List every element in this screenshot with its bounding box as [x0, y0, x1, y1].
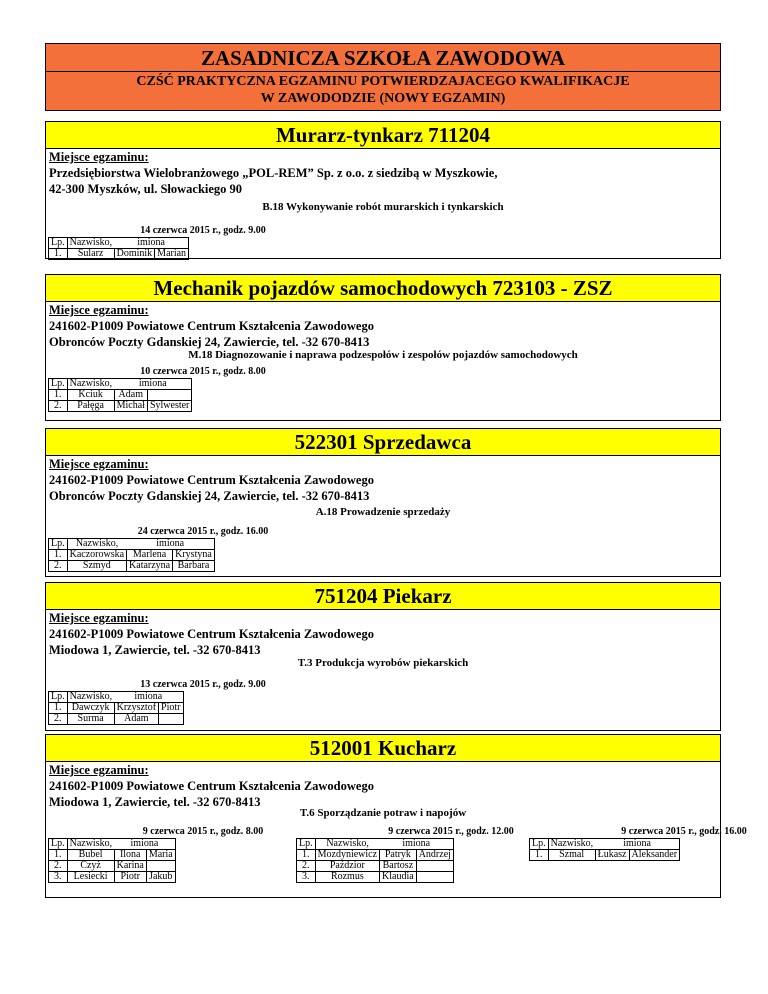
qualification-name: B.18 Wykonywanie robót murarskich i tynkarskich	[262, 201, 504, 213]
cell-lp: 2.	[49, 401, 68, 412]
cell-first-name: Krzysztof	[114, 703, 158, 714]
subtitle-line-1: CZŚĆ PRAKTYCZNA EGZAMINU POTWIERDZAJACEGO KWALIFIKACJE	[136, 74, 630, 89]
location-line-1: 241602-P1009 Powiatowe Centrum Kształcenia Zawodowego	[49, 779, 374, 793]
location-label: Miejsce egzaminu:	[49, 457, 149, 471]
table-header-row	[49, 238, 189, 249]
table-header-row	[49, 692, 184, 703]
candidate-table	[48, 691, 184, 725]
cell-surname: Pałęga	[67, 401, 114, 412]
table-header-row	[49, 539, 215, 550]
table-row	[49, 401, 192, 412]
cell-surname: Rozmus	[315, 872, 379, 883]
cell-first-name: Ilona	[114, 850, 146, 861]
qualification-name: A.18 Prowadzenie sprzedaży	[315, 506, 451, 518]
qualification-name: T.3 Produkcja wyrobów piekarskich	[297, 657, 469, 669]
cell-surname: Czyż	[67, 861, 114, 872]
cell-first-name: Bartosz	[380, 861, 417, 872]
cell-lp: 1.	[49, 703, 68, 714]
table-row	[49, 703, 184, 714]
exam-date: 24 czerwca 2015 r., godz. 16.00	[137, 526, 269, 537]
table-header-row	[297, 839, 454, 850]
cell-second-name: Barbara	[173, 561, 215, 572]
cell-first-name: Patryk	[380, 850, 417, 861]
table-header-row	[530, 839, 680, 850]
location-line-2: Miodowa 1, Zawiercie, tel. -32 670-8413	[49, 643, 261, 657]
col-names: imiona	[114, 238, 188, 249]
location-line-1: Przedsiębiorstwa Wielobranżowego „POL-REM” Sp. z o.o. z siedzibą w Myszkowie,	[49, 166, 498, 180]
subtitle-line-2: W ZAWODODZIE (NOWY EGZAMIN)	[260, 91, 506, 106]
col-surname: Nazwisko,	[315, 839, 379, 850]
table-row	[49, 872, 176, 883]
col-surname: Nazwisko,	[67, 539, 126, 550]
cell-lp: 1.	[297, 850, 316, 861]
cell-second-name: Maria	[146, 850, 175, 861]
col-names: imiona	[114, 692, 183, 703]
cell-first-name: Michał	[114, 401, 147, 412]
table-row	[49, 550, 215, 561]
cell-lp: 2.	[49, 861, 68, 872]
col-lp: Lp.	[49, 839, 68, 850]
cell-second-name: Sylwester	[147, 401, 191, 412]
cell-second-name	[416, 872, 453, 883]
cell-first-name: Katarzyna	[127, 561, 173, 572]
location-label: Miejsce egzaminu:	[49, 763, 149, 777]
table-row	[297, 861, 454, 872]
col-lp: Lp.	[49, 692, 68, 703]
col-surname: Nazwisko,	[67, 238, 114, 249]
section-title-sprzedawca: 522301 Sprzedawca	[45, 428, 721, 456]
cell-first-name: Karina	[114, 861, 146, 872]
exam-date: 13 czerwca 2015 r., godz. 9.00	[140, 679, 266, 690]
cell-lp: 1.	[49, 550, 68, 561]
exam-location	[49, 302, 374, 350]
section-panel-mechanik	[45, 302, 721, 421]
cell-lp: 2.	[297, 861, 316, 872]
table-row	[49, 850, 176, 861]
cell-second-name: Jakub	[146, 872, 175, 883]
candidate-table	[48, 538, 215, 572]
col-names: imiona	[380, 839, 454, 850]
table-row	[49, 390, 192, 401]
candidate-table	[48, 378, 192, 412]
cell-lp: 2.	[49, 714, 68, 725]
exam-subtitle	[46, 72, 720, 107]
section-title-kucharz: 512001 Kucharz	[45, 734, 721, 762]
cell-first-name: Klaudia	[380, 872, 417, 883]
table-row	[49, 249, 189, 260]
exam-date: 14 czerwca 2015 r., godz. 9.00	[140, 225, 266, 236]
location-line-2: Obronców Poczty Gdanskiej 24, Zawiercie, tel. -32 670-8413	[49, 489, 370, 503]
table-row	[297, 872, 454, 883]
cell-second-name: Piotr	[159, 703, 183, 714]
cell-surname: Dawczyk	[67, 703, 114, 714]
exam-date: 9 czerwca 2015 r., godz. 12.00	[388, 826, 514, 837]
col-lp: Lp.	[49, 539, 68, 550]
cell-surname: Paździor	[315, 861, 379, 872]
col-names: imiona	[114, 379, 192, 390]
qualification-name: T.6 Sporządzanie potraw i napojów	[299, 807, 467, 819]
cell-second-name: Andrzej	[416, 850, 453, 861]
exam-location	[49, 149, 497, 197]
cell-surname: Mozdyniewicz	[315, 850, 379, 861]
candidate-table	[296, 838, 454, 883]
exam-location	[49, 456, 374, 504]
cell-surname: Szmal	[548, 850, 595, 861]
table-row	[49, 861, 176, 872]
cell-surname: Kaczorowska	[67, 550, 126, 561]
cell-first-name: Piotr	[114, 872, 146, 883]
cell-lp: 1.	[49, 249, 68, 260]
cell-surname: Sularz	[67, 249, 114, 260]
location-label: Miejsce egzaminu:	[49, 150, 149, 164]
cell-surname: Szmyd	[67, 561, 126, 572]
section-panel-murarz	[45, 149, 721, 259]
cell-first-name: Łukasz	[595, 850, 629, 861]
table-row	[530, 850, 680, 861]
section-title-mechanik: Mechanik pojazdów samochodowych 723103 - ZSZ	[45, 274, 721, 302]
location-line-1: 241602-P1009 Powiatowe Centrum Kształcenia Zawodowego	[49, 319, 374, 333]
table-row	[49, 561, 215, 572]
cell-surname: Surma	[67, 714, 114, 725]
col-names: imiona	[127, 539, 215, 550]
cell-surname: Lesiecki	[67, 872, 114, 883]
cell-lp: 3.	[49, 872, 68, 883]
cell-first-name: Marlena	[127, 550, 173, 561]
location-line-1: 241602-P1009 Powiatowe Centrum Kształcenia Zawodowego	[49, 627, 374, 641]
cell-surname: Bubel	[67, 850, 114, 861]
cell-second-name: Marian	[155, 249, 189, 260]
header-box	[45, 43, 721, 111]
cell-second-name	[416, 861, 453, 872]
table-header-row	[49, 379, 192, 390]
table-row	[297, 850, 454, 861]
col-names: imiona	[114, 839, 175, 850]
cell-second-name: Krystyna	[173, 550, 215, 561]
cell-lp: 1.	[49, 390, 68, 401]
table-row	[49, 714, 184, 725]
cell-first-name: Adam	[114, 390, 147, 401]
section-panel-piekarz	[45, 610, 721, 731]
col-lp: Lp.	[49, 379, 68, 390]
cell-second-name	[146, 861, 175, 872]
location-line-2: Miodowa 1, Zawiercie, tel. -32 670-8413	[49, 795, 261, 809]
cell-lp: 1.	[49, 850, 68, 861]
location-line-2: Obronców Poczty Gdanskiej 24, Zawiercie, tel. -32 670-8413	[49, 335, 370, 349]
cell-first-name: Adam	[114, 714, 158, 725]
location-label: Miejsce egzaminu:	[49, 303, 149, 317]
candidate-table	[48, 838, 176, 883]
section-panel-kucharz	[45, 762, 747, 898]
cell-second-name	[147, 390, 191, 401]
exam-date: 10 czerwca 2015 r., godz. 8.00	[140, 366, 266, 377]
cell-first-name: Dominik	[114, 249, 155, 260]
location-line-1: 241602-P1009 Powiatowe Centrum Kształcenia Zawodowego	[49, 473, 374, 487]
exam-location	[49, 610, 374, 658]
location-label: Miejsce egzaminu:	[49, 611, 149, 625]
exam-date: 9 czerwca 2015 r., godz. 16.00	[621, 826, 747, 837]
col-lp: Lp.	[49, 238, 68, 249]
cell-second-name: Aleksander	[629, 850, 680, 861]
cell-second-name	[159, 714, 183, 725]
section-title-murarz: Murarz-tynkarz 711204	[45, 121, 721, 149]
section-panel-sprzedawca	[45, 456, 721, 577]
col-surname: Nazwisko,	[67, 692, 114, 703]
candidate-table	[48, 237, 189, 260]
cell-surname: Kciuk	[67, 390, 114, 401]
table-header-row	[49, 839, 176, 850]
qualification-name: M.18 Diagnozowanie i naprawa podzespołów i zespołów pojazdów samochodowych	[188, 349, 578, 361]
cell-lp: 2.	[49, 561, 68, 572]
col-surname: Nazwisko,	[67, 839, 114, 850]
cell-lp: 1.	[530, 850, 549, 861]
col-names: imiona	[595, 839, 679, 850]
school-title: ZASADNICZA SZKOŁA ZAWODOWA	[46, 44, 720, 72]
location-line-2: 42-300 Myszków, ul. Słowackiego 90	[49, 182, 243, 196]
col-lp: Lp.	[297, 839, 316, 850]
cell-lp: 3.	[297, 872, 316, 883]
col-lp: Lp.	[530, 839, 549, 850]
section-title-piekarz: 751204 Piekarz	[45, 582, 721, 610]
col-surname: Nazwisko,	[548, 839, 595, 850]
col-surname: Nazwisko,	[67, 379, 114, 390]
candidate-table	[529, 838, 680, 861]
exam-location	[49, 762, 374, 810]
exam-date: 9 czerwca 2015 r., godz. 8.00	[142, 826, 264, 837]
